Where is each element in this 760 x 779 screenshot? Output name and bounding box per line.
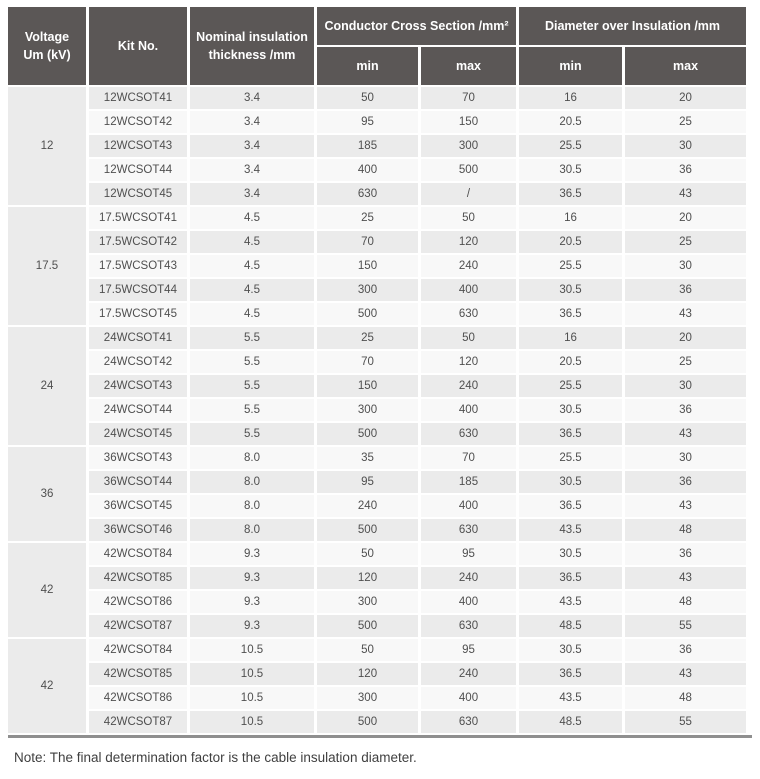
ccs-min-cell: 300	[317, 687, 418, 709]
ccs-max-cell: 95	[421, 543, 516, 565]
kit-no-cell: 12WCSOT42	[89, 111, 187, 133]
dia-max-cell: 30	[625, 255, 746, 277]
insulation-thickness-cell: 4.5	[190, 207, 314, 229]
dia-max-cell: 55	[625, 711, 746, 733]
ccs-min-cell: 150	[317, 375, 418, 397]
dia-max-cell: 25	[625, 231, 746, 253]
table-row	[8, 375, 746, 397]
kit-no-cell: 42WCSOT85	[89, 567, 187, 589]
dia-min-cell: 16	[519, 207, 622, 229]
table-note: Note: The final determination factor is the cable insulation diameter.	[14, 750, 417, 765]
voltage-group-cell: 42	[8, 639, 86, 733]
table-row	[8, 447, 746, 469]
dia-min-cell: 16	[519, 87, 622, 109]
ccs-min-cell: 120	[317, 663, 418, 685]
dia-max-cell: 30	[625, 447, 746, 469]
subcol-header-ccs-min: min	[317, 47, 418, 85]
ccs-max-cell: 70	[421, 447, 516, 469]
voltage-group-cell: 36	[8, 447, 86, 541]
ccs-max-cell: 300	[421, 135, 516, 157]
table-row	[8, 279, 746, 301]
table-row	[8, 471, 746, 493]
kit-no-cell: 17.5WCSOT42	[89, 231, 187, 253]
table-row	[8, 231, 746, 253]
insulation-thickness-cell: 4.5	[190, 303, 314, 325]
insulation-thickness-cell: 8.0	[190, 471, 314, 493]
insulation-thickness-cell: 10.5	[190, 687, 314, 709]
dia-max-cell: 20	[625, 207, 746, 229]
ccs-max-cell: /	[421, 183, 516, 205]
kit-no-cell: 24WCSOT43	[89, 375, 187, 397]
kit-no-cell: 42WCSOT85	[89, 663, 187, 685]
col-header-nominal-insulation	[190, 7, 314, 85]
dia-min-cell: 36.5	[519, 183, 622, 205]
dia-max-cell: 36	[625, 639, 746, 661]
dia-min-cell: 36.5	[519, 423, 622, 445]
dia-max-cell: 20	[625, 327, 746, 349]
kit-no-cell: 42WCSOT87	[89, 615, 187, 637]
kit-no-cell: 36WCSOT43	[89, 447, 187, 469]
ccs-max-cell: 240	[421, 375, 516, 397]
ccs-max-cell: 400	[421, 495, 516, 517]
dia-min-cell: 36.5	[519, 663, 622, 685]
ccs-max-cell: 630	[421, 303, 516, 325]
dia-max-cell: 30	[625, 135, 746, 157]
dia-max-cell: 36	[625, 399, 746, 421]
kit-no-cell: 12WCSOT43	[89, 135, 187, 157]
table-row	[8, 591, 746, 613]
insulation-thickness-cell: 10.5	[190, 711, 314, 733]
col-header-kit-no: Kit No.	[89, 7, 187, 85]
dia-max-cell: 36	[625, 543, 746, 565]
ccs-min-cell: 185	[317, 135, 418, 157]
col-header-conductor-cross-section: Conductor Cross Section /mm²	[317, 7, 516, 45]
ccs-min-cell: 50	[317, 87, 418, 109]
kit-no-cell: 12WCSOT41	[89, 87, 187, 109]
ccs-min-cell: 500	[317, 711, 418, 733]
dia-min-cell: 43.5	[519, 687, 622, 709]
insulation-thickness-cell: 5.5	[190, 423, 314, 445]
dia-max-cell: 43	[625, 183, 746, 205]
dia-max-cell: 36	[625, 471, 746, 493]
ccs-min-cell: 500	[317, 423, 418, 445]
voltage-group-cell: 24	[8, 327, 86, 445]
col-header-voltage-line2: Um (kV)	[23, 48, 71, 62]
ccs-min-cell: 95	[317, 471, 418, 493]
dia-min-cell: 30.5	[519, 639, 622, 661]
insulation-thickness-cell: 8.0	[190, 495, 314, 517]
kit-no-cell: 42WCSOT87	[89, 711, 187, 733]
table-row	[8, 351, 746, 373]
dia-max-cell: 48	[625, 687, 746, 709]
col-header-nominal-line1: Nominal insulation	[196, 29, 308, 44]
table-body	[8, 87, 746, 733]
dia-max-cell: 48	[625, 519, 746, 541]
kit-no-cell: 24WCSOT41	[89, 327, 187, 349]
ccs-max-cell: 630	[421, 615, 516, 637]
ccs-max-cell: 500	[421, 159, 516, 181]
insulation-thickness-cell: 9.3	[190, 567, 314, 589]
dia-max-cell: 48	[625, 591, 746, 613]
dia-max-cell: 43	[625, 663, 746, 685]
dia-min-cell: 48.5	[519, 711, 622, 733]
ccs-max-cell: 95	[421, 639, 516, 661]
table-header-row-1	[8, 7, 746, 45]
dia-min-cell: 20.5	[519, 231, 622, 253]
table-row	[8, 567, 746, 589]
ccs-min-cell: 120	[317, 567, 418, 589]
insulation-thickness-cell: 8.0	[190, 519, 314, 541]
insulation-thickness-cell: 10.5	[190, 639, 314, 661]
dia-min-cell: 25.5	[519, 255, 622, 277]
insulation-thickness-cell: 5.5	[190, 399, 314, 421]
kit-no-cell: 17.5WCSOT43	[89, 255, 187, 277]
ccs-max-cell: 70	[421, 87, 516, 109]
subcol-header-ccs-max: max	[421, 47, 516, 85]
kit-no-cell: 42WCSOT86	[89, 591, 187, 613]
insulation-thickness-cell: 3.4	[190, 159, 314, 181]
table-row	[8, 303, 746, 325]
table-row	[8, 159, 746, 181]
col-header-nominal-line2: thickness /mm	[208, 48, 296, 62]
ccs-max-cell: 120	[421, 231, 516, 253]
kit-no-cell: 17.5WCSOT44	[89, 279, 187, 301]
ccs-max-cell: 400	[421, 399, 516, 421]
table-row	[8, 327, 746, 349]
ccs-max-cell: 400	[421, 591, 516, 613]
insulation-thickness-cell: 3.4	[190, 135, 314, 157]
table-row	[8, 495, 746, 517]
insulation-thickness-cell: 3.4	[190, 183, 314, 205]
voltage-group-cell: 12	[8, 87, 86, 205]
kit-selection-table-wrap	[8, 5, 752, 738]
insulation-thickness-cell: 4.5	[190, 279, 314, 301]
insulation-thickness-cell: 5.5	[190, 327, 314, 349]
col-header-voltage-line1: Voltage	[24, 29, 70, 44]
ccs-min-cell: 50	[317, 543, 418, 565]
dia-max-cell: 55	[625, 615, 746, 637]
kit-no-cell: 24WCSOT44	[89, 399, 187, 421]
col-header-voltage	[8, 7, 86, 85]
ccs-max-cell: 240	[421, 567, 516, 589]
dia-max-cell: 36	[625, 279, 746, 301]
ccs-min-cell: 25	[317, 327, 418, 349]
ccs-min-cell: 300	[317, 279, 418, 301]
dia-max-cell: 20	[625, 87, 746, 109]
dia-max-cell: 43	[625, 495, 746, 517]
ccs-max-cell: 185	[421, 471, 516, 493]
insulation-thickness-cell: 8.0	[190, 447, 314, 469]
insulation-thickness-cell: 3.4	[190, 87, 314, 109]
dia-min-cell: 36.5	[519, 567, 622, 589]
table-header	[8, 7, 746, 85]
ccs-min-cell: 300	[317, 399, 418, 421]
dia-min-cell: 30.5	[519, 279, 622, 301]
insulation-thickness-cell: 9.3	[190, 543, 314, 565]
dia-min-cell: 43.5	[519, 519, 622, 541]
kit-no-cell: 42WCSOT86	[89, 687, 187, 709]
dia-max-cell: 36	[625, 159, 746, 181]
ccs-min-cell: 240	[317, 495, 418, 517]
ccs-min-cell: 150	[317, 255, 418, 277]
dia-min-cell: 25.5	[519, 135, 622, 157]
dia-min-cell: 48.5	[519, 615, 622, 637]
ccs-min-cell: 500	[317, 519, 418, 541]
table-row	[8, 399, 746, 421]
voltage-group-cell: 42	[8, 543, 86, 637]
ccs-min-cell: 35	[317, 447, 418, 469]
table-row	[8, 663, 746, 685]
subcol-header-dia-min: min	[519, 47, 622, 85]
insulation-thickness-cell: 9.3	[190, 615, 314, 637]
table-row	[8, 423, 746, 445]
kit-no-cell: 36WCSOT45	[89, 495, 187, 517]
table-row	[8, 255, 746, 277]
dia-max-cell: 25	[625, 111, 746, 133]
ccs-max-cell: 50	[421, 207, 516, 229]
ccs-min-cell: 70	[317, 231, 418, 253]
insulation-thickness-cell: 5.5	[190, 351, 314, 373]
table-row	[8, 519, 746, 541]
ccs-max-cell: 240	[421, 255, 516, 277]
kit-no-cell: 24WCSOT45	[89, 423, 187, 445]
dia-max-cell: 43	[625, 567, 746, 589]
insulation-thickness-cell: 4.5	[190, 231, 314, 253]
dia-min-cell: 25.5	[519, 375, 622, 397]
ccs-max-cell: 630	[421, 519, 516, 541]
ccs-max-cell: 50	[421, 327, 516, 349]
ccs-max-cell: 400	[421, 687, 516, 709]
insulation-thickness-cell: 3.4	[190, 111, 314, 133]
dia-min-cell: 30.5	[519, 399, 622, 421]
table-row	[8, 639, 746, 661]
dia-max-cell: 30	[625, 375, 746, 397]
kit-no-cell: 24WCSOT42	[89, 351, 187, 373]
ccs-min-cell: 25	[317, 207, 418, 229]
ccs-max-cell: 120	[421, 351, 516, 373]
dia-min-cell: 36.5	[519, 495, 622, 517]
col-header-diameter-over-insulation: Diameter over Insulation /mm	[519, 7, 746, 45]
ccs-min-cell: 300	[317, 591, 418, 613]
dia-min-cell: 43.5	[519, 591, 622, 613]
dia-max-cell: 25	[625, 351, 746, 373]
kit-no-cell: 12WCSOT44	[89, 159, 187, 181]
ccs-min-cell: 630	[317, 183, 418, 205]
kit-no-cell: 17.5WCSOT45	[89, 303, 187, 325]
dia-min-cell: 30.5	[519, 159, 622, 181]
dia-max-cell: 43	[625, 303, 746, 325]
table-row	[8, 135, 746, 157]
insulation-thickness-cell: 4.5	[190, 255, 314, 277]
dia-max-cell: 43	[625, 423, 746, 445]
ccs-min-cell: 70	[317, 351, 418, 373]
ccs-min-cell: 500	[317, 615, 418, 637]
ccs-max-cell: 630	[421, 711, 516, 733]
dia-min-cell: 30.5	[519, 543, 622, 565]
ccs-max-cell: 240	[421, 663, 516, 685]
ccs-min-cell: 500	[317, 303, 418, 325]
ccs-min-cell: 400	[317, 159, 418, 181]
table-row	[8, 111, 746, 133]
table-row	[8, 183, 746, 205]
ccs-max-cell: 400	[421, 279, 516, 301]
table-row	[8, 711, 746, 733]
dia-min-cell: 36.5	[519, 303, 622, 325]
table-row	[8, 207, 746, 229]
table-row	[8, 87, 746, 109]
voltage-group-cell: 17.5	[8, 207, 86, 325]
kit-no-cell: 42WCSOT84	[89, 543, 187, 565]
ccs-max-cell: 630	[421, 423, 516, 445]
kit-selection-table	[5, 5, 749, 735]
ccs-min-cell: 50	[317, 639, 418, 661]
subcol-header-dia-max: max	[625, 47, 746, 85]
ccs-max-cell: 150	[421, 111, 516, 133]
insulation-thickness-cell: 10.5	[190, 663, 314, 685]
dia-min-cell: 16	[519, 327, 622, 349]
dia-min-cell: 30.5	[519, 471, 622, 493]
kit-no-cell: 17.5WCSOT41	[89, 207, 187, 229]
insulation-thickness-cell: 5.5	[190, 375, 314, 397]
insulation-thickness-cell: 9.3	[190, 591, 314, 613]
dia-min-cell: 25.5	[519, 447, 622, 469]
ccs-min-cell: 95	[317, 111, 418, 133]
dia-min-cell: 20.5	[519, 111, 622, 133]
kit-no-cell: 36WCSOT46	[89, 519, 187, 541]
dia-min-cell: 20.5	[519, 351, 622, 373]
kit-no-cell: 36WCSOT44	[89, 471, 187, 493]
table-row	[8, 687, 746, 709]
kit-no-cell: 12WCSOT45	[89, 183, 187, 205]
table-row	[8, 615, 746, 637]
table-row	[8, 543, 746, 565]
kit-no-cell: 42WCSOT84	[89, 639, 187, 661]
